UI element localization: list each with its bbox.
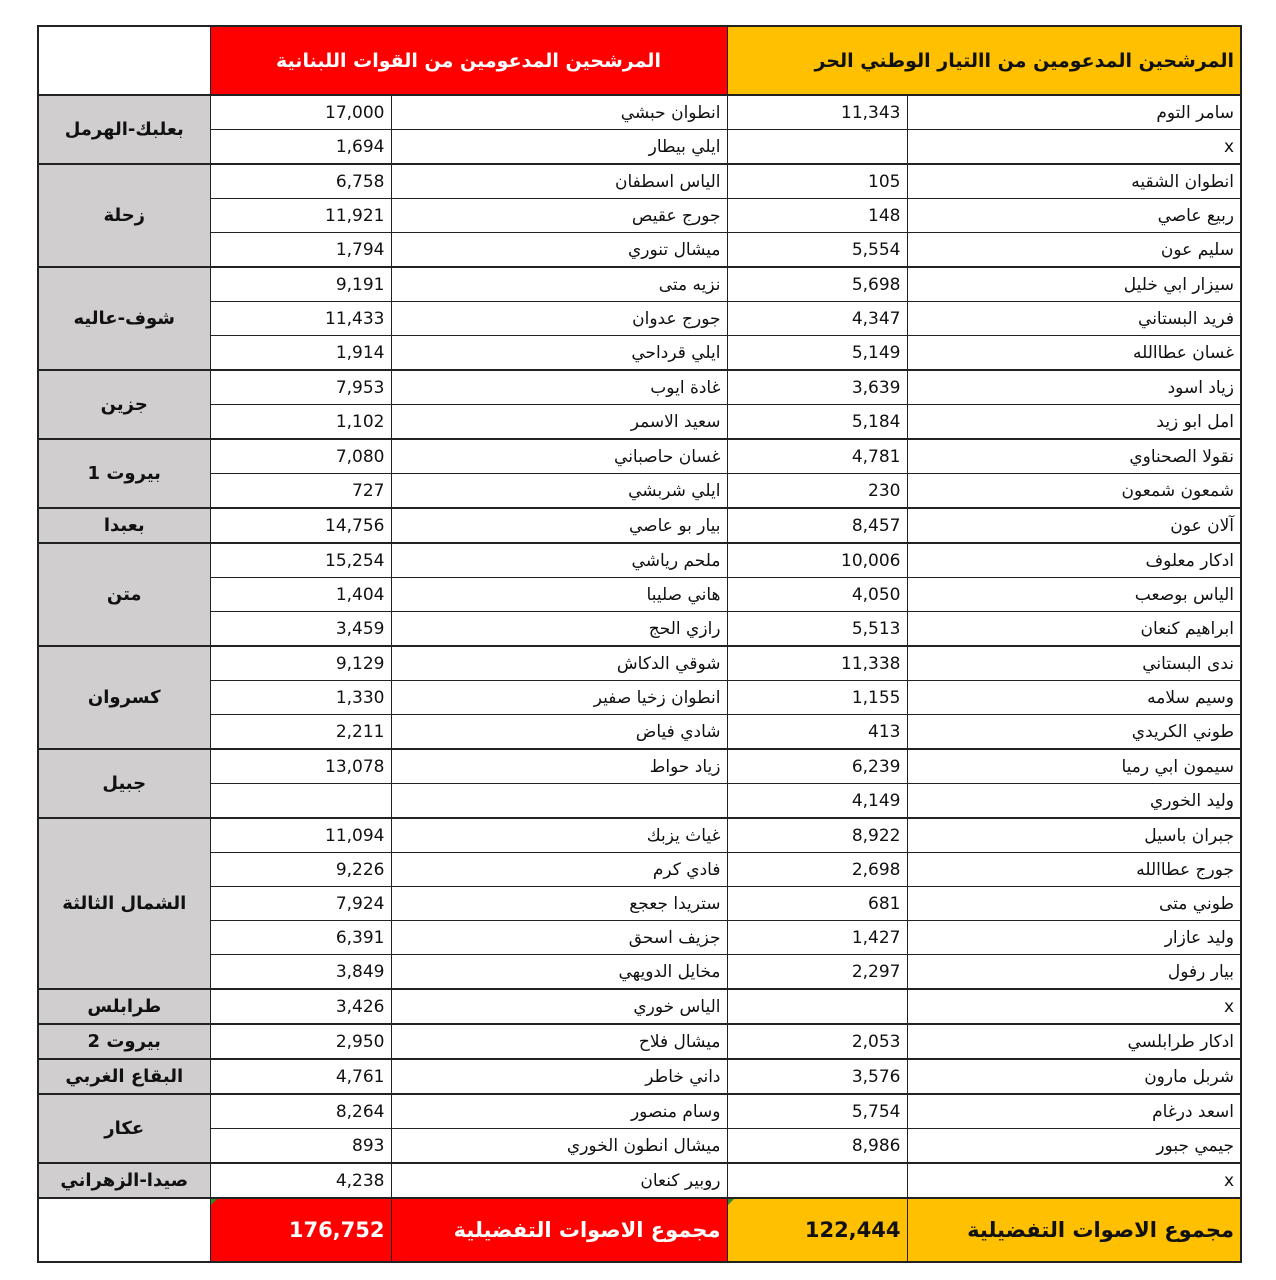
lf-votes-cell: 3,426 bbox=[210, 989, 391, 1024]
table-row bbox=[38, 784, 1241, 819]
fpm-candidate-cell: الياس بوصعب bbox=[907, 578, 1241, 612]
fpm-votes-cell: 5,149 bbox=[727, 336, 907, 371]
fpm-votes-cell: 11,338 bbox=[727, 646, 907, 681]
lf-votes-cell bbox=[210, 784, 391, 819]
table-row bbox=[38, 578, 1241, 612]
lf-votes-cell: 13,078 bbox=[210, 749, 391, 784]
lf-candidate-cell: رازي الحج bbox=[391, 612, 727, 647]
totals-corner-cell bbox=[38, 1198, 210, 1262]
lf-header: المرشحين المدعومين من القوات اللبنانية bbox=[210, 26, 727, 95]
table-row bbox=[38, 955, 1241, 990]
fpm-candidate-cell: غسان عطاالله bbox=[907, 336, 1241, 371]
lf-candidate-cell: وسام منصور bbox=[391, 1094, 727, 1129]
fpm-votes-cell bbox=[727, 130, 907, 165]
fpm-candidate-cell: فريد البستاني bbox=[907, 302, 1241, 336]
fpm-candidate-cell: زياد اسود bbox=[907, 370, 1241, 405]
table-row bbox=[38, 233, 1241, 268]
lf-votes-cell: 1,102 bbox=[210, 405, 391, 440]
table-row bbox=[38, 405, 1241, 440]
table-row bbox=[38, 921, 1241, 955]
fpm-candidate-cell: ادكار معلوف bbox=[907, 543, 1241, 578]
lf-votes-cell: 7,924 bbox=[210, 887, 391, 921]
lf-votes-cell: 4,761 bbox=[210, 1059, 391, 1094]
preferential-votes-table bbox=[37, 25, 1242, 1263]
fpm-candidate-cell: x bbox=[907, 130, 1241, 165]
totals-row bbox=[38, 1198, 1241, 1262]
table-row bbox=[38, 1163, 1241, 1198]
fpm-votes-cell: 681 bbox=[727, 887, 907, 921]
table-row bbox=[38, 267, 1241, 302]
fpm-votes-cell: 10,006 bbox=[727, 543, 907, 578]
lf-candidate-cell: غسان حاصباني bbox=[391, 439, 727, 474]
fpm-votes-cell bbox=[727, 989, 907, 1024]
table-row bbox=[38, 1094, 1241, 1129]
table-row bbox=[38, 95, 1241, 130]
lf-votes-cell: 14,756 bbox=[210, 508, 391, 543]
lf-candidate-cell: شادي فياض bbox=[391, 715, 727, 750]
fpm-candidate-cell: شربل مارون bbox=[907, 1059, 1241, 1094]
region-cell: البقاع الغربي bbox=[38, 1059, 210, 1094]
header-corner-cell bbox=[38, 26, 210, 95]
region-cell: بيروت 1 bbox=[38, 439, 210, 508]
fpm-votes-cell: 2,053 bbox=[727, 1024, 907, 1059]
lf-votes-cell: 17,000 bbox=[210, 95, 391, 130]
lf-candidate-cell: غادة ايوب bbox=[391, 370, 727, 405]
lf-candidate-cell: الياس اسطفان bbox=[391, 164, 727, 199]
fpm-total-label: مجموع الاصوات التفضيلية bbox=[907, 1198, 1241, 1262]
table-row bbox=[38, 989, 1241, 1024]
fpm-candidate-cell: ربيع عاصي bbox=[907, 199, 1241, 233]
region-cell: عكار bbox=[38, 1094, 210, 1163]
table-row bbox=[38, 715, 1241, 750]
region-cell: بيروت 2 bbox=[38, 1024, 210, 1059]
table-row bbox=[38, 887, 1241, 921]
table-row bbox=[38, 1129, 1241, 1164]
fpm-candidate-cell: وليد عازار bbox=[907, 921, 1241, 955]
lf-votes-cell: 7,953 bbox=[210, 370, 391, 405]
lf-candidate-cell: غياث يزبك bbox=[391, 818, 727, 853]
fpm-votes-cell: 4,149 bbox=[727, 784, 907, 819]
fpm-candidate-cell: سيزار ابي خليل bbox=[907, 267, 1241, 302]
lf-candidate-cell: جزيف اسحق bbox=[391, 921, 727, 955]
fpm-candidate-cell: ابراهيم كنعان bbox=[907, 612, 1241, 647]
fpm-votes-cell: 1,155 bbox=[727, 681, 907, 715]
table-row bbox=[38, 370, 1241, 405]
lf-votes-cell: 727 bbox=[210, 474, 391, 509]
lf-votes-cell: 1,914 bbox=[210, 336, 391, 371]
fpm-candidate-cell: x bbox=[907, 989, 1241, 1024]
lf-votes-cell: 893 bbox=[210, 1129, 391, 1164]
table-row bbox=[38, 130, 1241, 165]
table-row bbox=[38, 749, 1241, 784]
fpm-candidate-cell: آلان عون bbox=[907, 508, 1241, 543]
table-row bbox=[38, 853, 1241, 887]
fpm-candidate-cell: ندى البستاني bbox=[907, 646, 1241, 681]
region-cell: بعبدا bbox=[38, 508, 210, 543]
lf-votes-cell: 3,849 bbox=[210, 955, 391, 990]
lf-votes-cell: 11,094 bbox=[210, 818, 391, 853]
lf-candidate-cell: هاني صليبا bbox=[391, 578, 727, 612]
table-row bbox=[38, 336, 1241, 371]
lf-candidate-cell bbox=[391, 784, 727, 819]
fpm-votes-cell: 4,347 bbox=[727, 302, 907, 336]
fpm-votes-cell: 11,343 bbox=[727, 95, 907, 130]
table-row bbox=[38, 818, 1241, 853]
table-row bbox=[38, 439, 1241, 474]
fpm-candidate-cell: شمعون شمعون bbox=[907, 474, 1241, 509]
lf-candidate-cell: شوقي الدكاش bbox=[391, 646, 727, 681]
fpm-candidate-cell: سيمون ابي رميا bbox=[907, 749, 1241, 784]
fpm-candidate-cell: وسيم سلامه bbox=[907, 681, 1241, 715]
fpm-votes-cell: 5,554 bbox=[727, 233, 907, 268]
lf-votes-cell: 2,211 bbox=[210, 715, 391, 750]
lf-votes-cell: 9,226 bbox=[210, 853, 391, 887]
region-cell: متن bbox=[38, 543, 210, 646]
table-row bbox=[38, 474, 1241, 509]
lf-votes-cell: 6,758 bbox=[210, 164, 391, 199]
region-cell: جبيل bbox=[38, 749, 210, 818]
lf-votes-cell: 8,264 bbox=[210, 1094, 391, 1129]
table-row bbox=[38, 646, 1241, 681]
table-row bbox=[38, 508, 1241, 543]
table-row bbox=[38, 302, 1241, 336]
fpm-votes-cell: 230 bbox=[727, 474, 907, 509]
fpm-candidate-cell: جبران باسيل bbox=[907, 818, 1241, 853]
region-cell: الشمال الثالثة bbox=[38, 818, 210, 989]
fpm-votes-cell: 2,297 bbox=[727, 955, 907, 990]
fpm-votes-cell: 148 bbox=[727, 199, 907, 233]
lf-votes-cell: 3,459 bbox=[210, 612, 391, 647]
table-row bbox=[38, 612, 1241, 647]
lf-candidate-cell: ايلي شربشي bbox=[391, 474, 727, 509]
fpm-candidate-cell: سليم عون bbox=[907, 233, 1241, 268]
table-row bbox=[38, 199, 1241, 233]
lf-candidate-cell: سعيد الاسمر bbox=[391, 405, 727, 440]
lf-votes-cell: 15,254 bbox=[210, 543, 391, 578]
fpm-total-value: 122,444 bbox=[727, 1198, 907, 1262]
lf-candidate-cell: انطوان زخيا صفير bbox=[391, 681, 727, 715]
region-cell: كسروان bbox=[38, 646, 210, 749]
lf-candidate-cell: زياد حواط bbox=[391, 749, 727, 784]
table-row bbox=[38, 164, 1241, 199]
lf-votes-cell: 11,433 bbox=[210, 302, 391, 336]
fpm-votes-cell: 2,698 bbox=[727, 853, 907, 887]
fpm-votes-cell: 3,639 bbox=[727, 370, 907, 405]
lf-candidate-cell: مخايل الدويهي bbox=[391, 955, 727, 990]
lf-votes-cell: 1,794 bbox=[210, 233, 391, 268]
lf-candidate-cell: فادي كرم bbox=[391, 853, 727, 887]
fpm-votes-cell: 1,427 bbox=[727, 921, 907, 955]
lf-candidate-cell: جورج عقيص bbox=[391, 199, 727, 233]
lf-candidate-cell: روبير كنعان bbox=[391, 1163, 727, 1198]
fpm-candidate-cell: طوني الكريدي bbox=[907, 715, 1241, 750]
fpm-candidate-cell: ادكار طرابلسي bbox=[907, 1024, 1241, 1059]
fpm-candidate-cell: وليد الخوري bbox=[907, 784, 1241, 819]
lf-votes-cell: 7,080 bbox=[210, 439, 391, 474]
fpm-candidate-cell: بيار رفول bbox=[907, 955, 1241, 990]
fpm-candidate-cell: انطوان الشقيه bbox=[907, 164, 1241, 199]
lf-candidate-cell: ايلي قرداحي bbox=[391, 336, 727, 371]
fpm-votes-cell: 5,184 bbox=[727, 405, 907, 440]
lf-candidate-cell: ستريدا جعجع bbox=[391, 887, 727, 921]
fpm-votes-cell: 413 bbox=[727, 715, 907, 750]
lf-votes-cell: 1,330 bbox=[210, 681, 391, 715]
lf-votes-cell: 4,238 bbox=[210, 1163, 391, 1198]
fpm-candidate-cell: اسعد درغام bbox=[907, 1094, 1241, 1129]
lf-candidate-cell: بيار بو عاصي bbox=[391, 508, 727, 543]
fpm-votes-cell: 8,922 bbox=[727, 818, 907, 853]
fpm-votes-cell: 5,698 bbox=[727, 267, 907, 302]
lf-votes-cell: 6,391 bbox=[210, 921, 391, 955]
lf-candidate-cell: ملحم رياشي bbox=[391, 543, 727, 578]
table-row bbox=[38, 681, 1241, 715]
table-row bbox=[38, 1059, 1241, 1094]
fpm-candidate-cell: x bbox=[907, 1163, 1241, 1198]
fpm-votes-cell: 5,754 bbox=[727, 1094, 907, 1129]
table-row bbox=[38, 543, 1241, 578]
lf-candidate-cell: ميشال فلاح bbox=[391, 1024, 727, 1059]
region-cell: زحلة bbox=[38, 164, 210, 267]
lf-candidate-cell: داني خاطر bbox=[391, 1059, 727, 1094]
header-row bbox=[38, 26, 1241, 95]
fpm-votes-cell: 4,050 bbox=[727, 578, 907, 612]
lf-votes-cell: 2,950 bbox=[210, 1024, 391, 1059]
region-cell: جزين bbox=[38, 370, 210, 439]
fpm-votes-cell: 8,986 bbox=[727, 1129, 907, 1164]
fpm-votes-cell: 3,576 bbox=[727, 1059, 907, 1094]
region-cell: طرابلس bbox=[38, 989, 210, 1024]
fpm-candidate-cell: جورج عطاالله bbox=[907, 853, 1241, 887]
fpm-candidate-cell: نقولا الصحناوي bbox=[907, 439, 1241, 474]
lf-votes-cell: 1,694 bbox=[210, 130, 391, 165]
lf-candidate-cell: انطوان حبشي bbox=[391, 95, 727, 130]
fpm-votes-cell: 4,781 bbox=[727, 439, 907, 474]
fpm-votes-cell: 8,457 bbox=[727, 508, 907, 543]
fpm-votes-cell bbox=[727, 1163, 907, 1198]
fpm-candidate-cell: طوني متى bbox=[907, 887, 1241, 921]
region-cell: بعلبك-الهرمل bbox=[38, 95, 210, 164]
lf-candidate-cell: ميشال تنوري bbox=[391, 233, 727, 268]
region-cell: شوف-عاليه bbox=[38, 267, 210, 370]
lf-votes-cell: 11,921 bbox=[210, 199, 391, 233]
table-row bbox=[38, 1024, 1241, 1059]
lf-total-value: 176,752 bbox=[210, 1198, 391, 1262]
fpm-candidate-cell: جيمي جبور bbox=[907, 1129, 1241, 1164]
lf-candidate-cell: جورج عدوان bbox=[391, 302, 727, 336]
lf-candidate-cell: ايلي بيطار bbox=[391, 130, 727, 165]
lf-candidate-cell: ميشال انطون الخوري bbox=[391, 1129, 727, 1164]
lf-votes-cell: 1,404 bbox=[210, 578, 391, 612]
lf-candidate-cell: نزيه متى bbox=[391, 267, 727, 302]
lf-candidate-cell: الياس خوري bbox=[391, 989, 727, 1024]
fpm-candidate-cell: سامر التوم bbox=[907, 95, 1241, 130]
fpm-votes-cell: 105 bbox=[727, 164, 907, 199]
fpm-candidate-cell: امل ابو زيد bbox=[907, 405, 1241, 440]
lf-votes-cell: 9,191 bbox=[210, 267, 391, 302]
fpm-votes-cell: 5,513 bbox=[727, 612, 907, 647]
fpm-votes-cell: 6,239 bbox=[727, 749, 907, 784]
region-cell: صيدا-الزهراني bbox=[38, 1163, 210, 1198]
lf-total-label: مجموع الاصوات التفضيلية bbox=[391, 1198, 727, 1262]
lf-votes-cell: 9,129 bbox=[210, 646, 391, 681]
fpm-header: المرشحين المدعومين من االتيار الوطني الحر bbox=[727, 26, 1241, 95]
